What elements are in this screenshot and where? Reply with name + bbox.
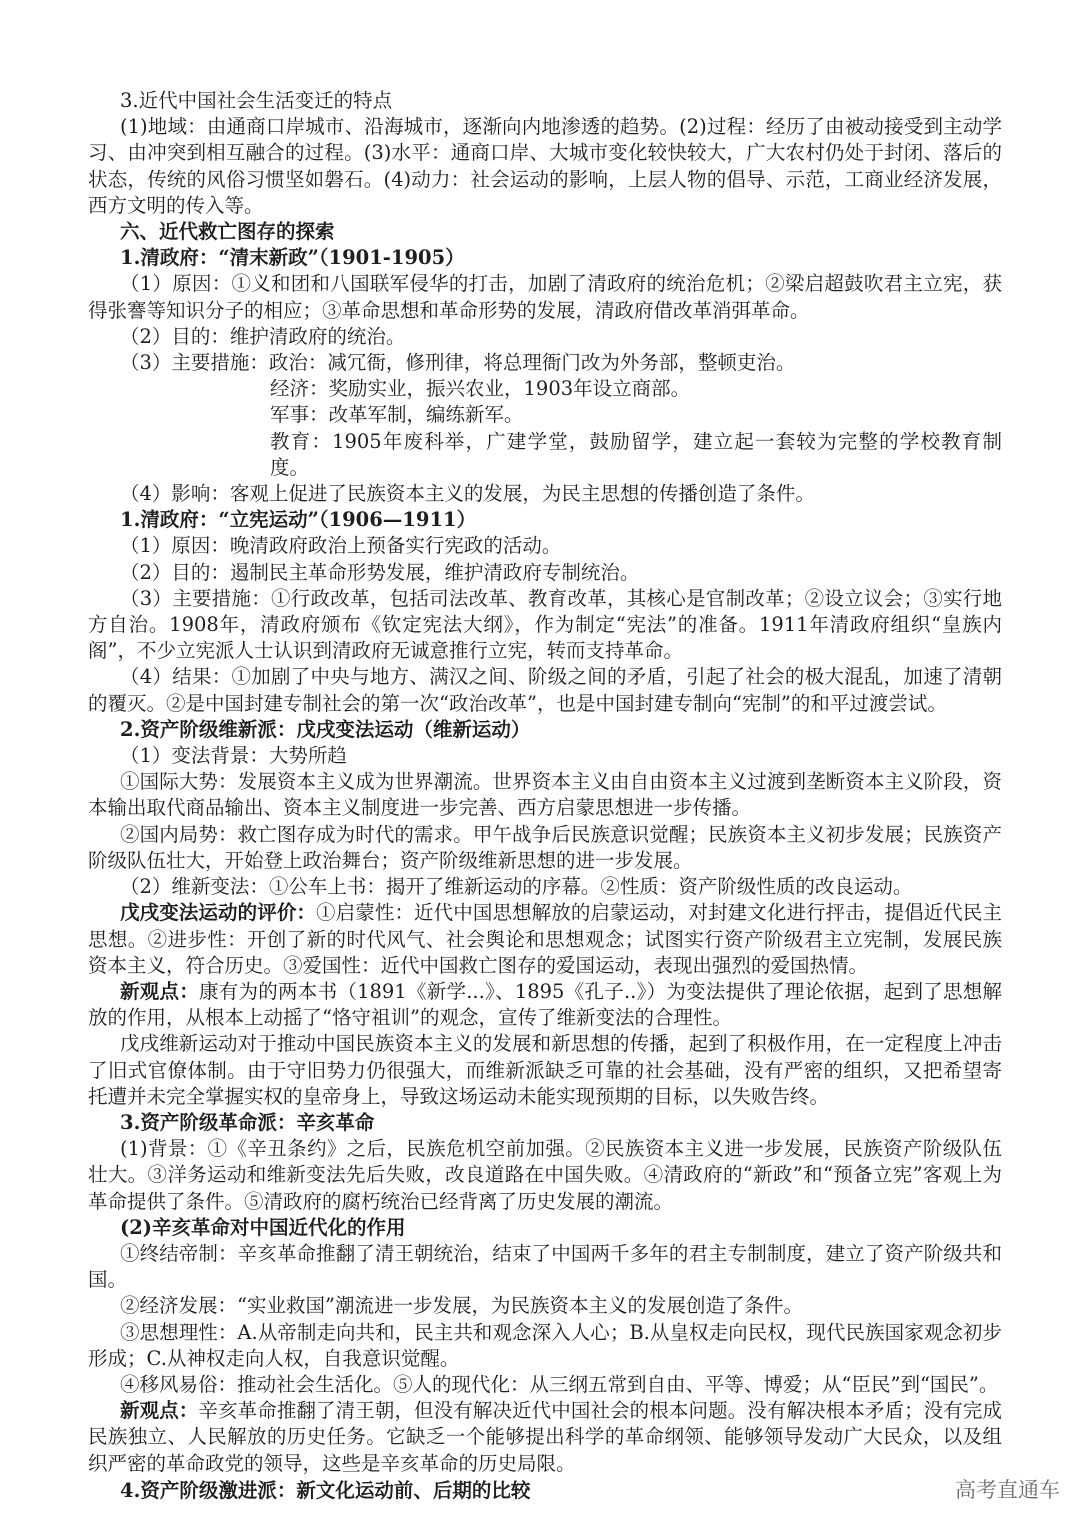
paragraph-text: ②国内局势：救亡图存成为时代的需求。甲午战争后民族意识觉醒；民族资本主义初步发展；民族资产阶级队伍壮大，开始登上政治舞台；资产阶级维新思想的进一步发展。 bbox=[88, 822, 1002, 872]
paragraph bbox=[88, 350, 1002, 376]
section-heading bbox=[88, 88, 1002, 114]
paragraph bbox=[88, 1293, 1002, 1319]
paragraph bbox=[88, 769, 1002, 821]
paragraph-text: ①国际大势：发展资本主义成为世界潮流。世界资本主义由自由资本主义过渡到垄断资本主义阶段，资本输出取代商品输出、资本主义制度进一步完善、西方启蒙思想进一步传播。 bbox=[88, 770, 1002, 820]
paragraph bbox=[88, 979, 1002, 1031]
paragraph bbox=[88, 822, 1002, 874]
paragraph bbox=[88, 1320, 1002, 1372]
section-heading bbox=[88, 717, 1002, 743]
last-line-row bbox=[88, 1477, 1060, 1504]
document-body bbox=[88, 0, 1060, 1524]
paragraph bbox=[88, 533, 1002, 559]
paragraph-text: ③思想理性：A.从帝制走向共和，民主共和观念深入人心；B.从皇权走向民权，现代民族国家观念初步形成；C.从神权走向人权，自我意识觉醒。 bbox=[88, 1320, 1002, 1370]
paragraph-text: （2）维新变法：①公车上书：揭开了维新运动的序幕。②性质：资产阶级性质的改良运动。 bbox=[120, 875, 913, 899]
paragraph-text: 4.资产阶级激进派：新文化运动前、后期的比较 bbox=[120, 1478, 531, 1502]
paragraph bbox=[88, 1136, 1002, 1215]
paragraph-text: （2）目的：遏制民主革命形势发展，维护清政府专制统治。 bbox=[120, 560, 640, 584]
paragraph-text: ②经济发展：“实业救国”潮流进一步发展，为民族资本主义的发展创造了条件。 bbox=[120, 1294, 803, 1318]
section-heading bbox=[88, 507, 1002, 533]
paragraph bbox=[88, 114, 1002, 219]
paragraph bbox=[88, 1398, 1002, 1477]
paragraph-text: ①终结帝制：辛亥革命推翻了清王朝统治，结束了中国两千多年的君主专制制度，建立了资产阶级共和国。 bbox=[88, 1241, 1002, 1292]
paragraph-text: (2)辛亥革命对中国近代化的作用 bbox=[120, 1215, 406, 1239]
sub-item bbox=[88, 429, 1002, 481]
paragraph-text: (1)地域：由通商口岸城市、沿海城市，逐渐向内地渗透的趋势。(2)过程：经历了由被动接受到主动学习、由冲突到相互融合的过程。(3)水平：通商口岸、大城市变化较快较大，广大农村仍处于封闭、落后的状态，传统的风俗习惯坚如磐石。(4)动力：社会运动的影响，上层人物的倡导、示范，工商业经济发展，西方文明的传入等。 bbox=[88, 115, 1002, 217]
paragraph bbox=[88, 1241, 1002, 1293]
paragraph-text: （2）目的：维护清政府的统治。 bbox=[120, 324, 406, 348]
paragraph-text: 康有为的两本书（1891《新学...》、1895《孔子..》）为变法提供了理论依据，起到了思想解放的作用，从根本上动摇了“恪守祖训”的观念，宣传了维新变法的合理性。 bbox=[88, 979, 1002, 1030]
paragraph-text: ①启蒙性：近代中国思想解放的启蒙运动，对封建文化进行抨击，提倡近代民主思想。②进步性：开创了新的时代风气、社会舆论和思想观念；试图实行资产阶级君主立宪制，发展民族资本主义，符合历史。③爱国性：近代中国救亡图存的爱国运动，表现出强烈的爱国热情。 bbox=[88, 901, 1002, 977]
paragraph-text: 军事：改革军制，编练新军。 bbox=[270, 403, 524, 427]
paragraph-text: （1）变法背景：大势所趋 bbox=[120, 744, 347, 768]
paragraph-lead: 新观点： bbox=[120, 979, 200, 1003]
paragraph bbox=[88, 743, 1002, 769]
paragraph bbox=[88, 1031, 1002, 1110]
paragraph bbox=[88, 271, 1002, 323]
paragraph-text: 经济：奖励实业，振兴农业，1903年设立商部。 bbox=[270, 377, 691, 401]
paragraph bbox=[88, 481, 1002, 507]
paragraph-text: （4）影响：客观上促进了民族资本主义的发展，为民主思想的传播创造了条件。 bbox=[120, 482, 815, 506]
paragraph-text: (1)背景：①《辛丑条约》之后，民族危机空前加强。②民族资本主义进一步发展，民族资产阶级队伍壮大。③洋务运动和维新变法先后失败，改良道路在中国失败。④清政府的“新政”和“预备立宪”客观上为革命提供了条件。⑤清政府的腐朽统治已经背离了历史发展的潮流。 bbox=[88, 1137, 1002, 1213]
paragraph-text: （1）原因：晚清政府政治上预备实行宪政的活动。 bbox=[120, 534, 562, 558]
paragraph-text: 戊戌维新运动对于推动中国民族资本主义的发展和新思想的传播，起到了积极作用，在一定程度上冲击了旧式官僚体制。由于守旧势力仍很强大，而维新派缺乏可靠的社会基础，没有严密的组织，又把希望寄托遭并未完全掌握实权的皇帝身上，导致这场运动未能实现预期的目标，以失败告终。 bbox=[88, 1032, 1002, 1108]
paragraph-text: 教育：1905年废科举，广建学堂，鼓励留学，建立起一套较为完整的学校教育制度。 bbox=[270, 429, 1002, 479]
section-heading bbox=[88, 1478, 530, 1504]
paragraph-text: 3.近代中国社会生活变迁的特点 bbox=[120, 89, 393, 112]
paragraph-text: （3）主要措施：①行政改革，包括司法改革、教育改革，其核心是官制改革；②设立议会；③实行地方自治。1908年，清政府颁布《钦定宪法大纲》，作为制定“宪法”的准备。1911年清政府组织“皇族内阁”，不少立宪派人士认识到清政府无诚意推行立宪，转而支持革命。 bbox=[88, 586, 1002, 663]
paragraph bbox=[88, 664, 1002, 716]
paragraph-text: （1）原因：①义和团和八国联军侵华的打击，加剧了清政府的统治危机；②梁启超鼓吹君主立宪，获得张謇等知识分子的相应；③革命思想和革命形势的发展，清政府借改革消弭革命。 bbox=[88, 272, 1002, 322]
paragraph-text: 1.清政府：“立宪运动”（1906—1911） bbox=[120, 508, 477, 532]
paragraph bbox=[88, 1372, 1002, 1398]
sub-item bbox=[88, 402, 1002, 428]
sub-item bbox=[88, 376, 1002, 402]
paragraph-text: ④移风易俗：推动社会生活化。⑤人的现代化：从三纲五常到自由、平等、博爱；从“臣民”到“国民”。 bbox=[120, 1372, 999, 1396]
paragraph-text: 2.资产阶级维新派：戊戌变法运动（维新运动） bbox=[120, 717, 531, 741]
paragraph-text: （4）结果：①加剧了中央与地方、满汉之间、阶级之间的矛盾，引起了社会的极大混乱，加速了清朝的覆灭。②是中国封建专制社会的第一次“政治改革”，也是中国封建专制向“宪制”的和平过渡尝试。 bbox=[88, 665, 1002, 715]
paragraph-text: 3.资产阶级革命派：辛亥革命 bbox=[120, 1110, 375, 1134]
paragraph-lead: 新观点： bbox=[120, 1399, 199, 1423]
watermark: 高考直通车 bbox=[955, 1477, 1060, 1502]
paragraph bbox=[88, 900, 1002, 979]
paragraph bbox=[88, 560, 1002, 586]
paragraph-lead: 戊戌变法运动的评价： bbox=[120, 901, 317, 925]
paragraph-text: 1.清政府：“清末新政”（1901-1905） bbox=[120, 246, 465, 270]
section-heading bbox=[88, 245, 1002, 271]
paragraph-text: 六、近代救亡图存的探索 bbox=[120, 220, 335, 244]
paragraph-text: 辛亥革命推翻了清王朝，但没有解决近代中国社会的根本问题。没有解决根本矛盾；没有完成民族独立、人民解放的历史任务。它缺乏一个能够提出科学的革命纲领、能够领导发动广大民众，以及组织严密的革命政党的领导，这些是辛亥革命的历史局限。 bbox=[88, 1399, 1002, 1475]
section-heading bbox=[88, 1215, 1002, 1241]
paragraph bbox=[88, 324, 1002, 350]
paragraph bbox=[88, 874, 1002, 900]
section-heading bbox=[88, 1110, 1002, 1136]
section-heading bbox=[88, 219, 1002, 245]
paragraph bbox=[88, 586, 1002, 665]
paragraph-text: （3）主要措施：政治：减冗衙，修刑律，将总理衙门改为外务部，整顿吏治。 bbox=[120, 351, 796, 375]
